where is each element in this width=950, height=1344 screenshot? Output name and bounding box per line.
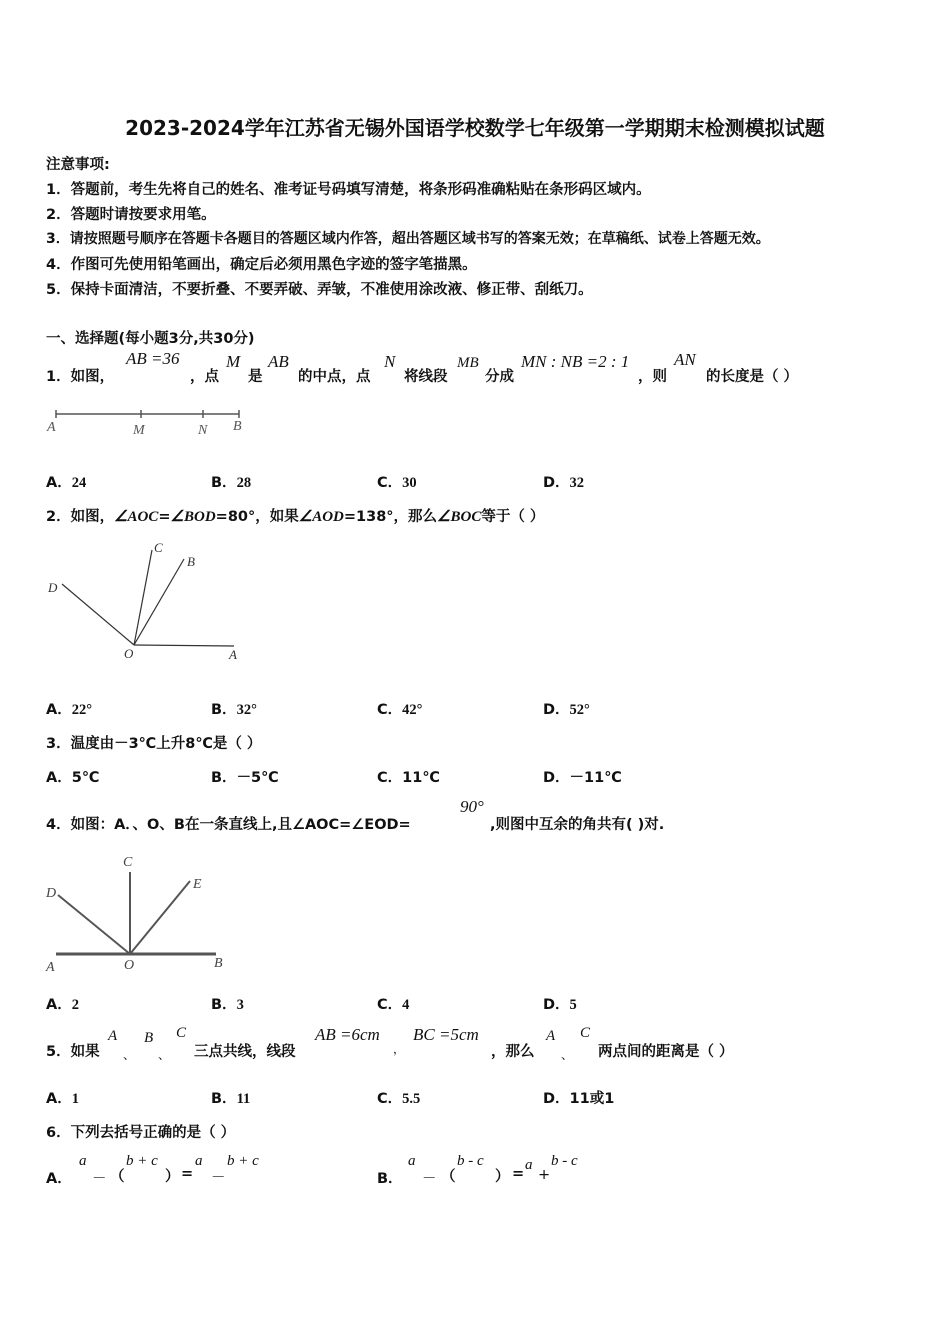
option-b[interactable]: B．32°	[211, 702, 257, 718]
q5-sep: 、	[123, 1048, 136, 1062]
option-a[interactable]: A．1	[46, 1091, 79, 1107]
q1-prefix: 1．如图，	[46, 369, 115, 385]
q4-math: 90°	[460, 797, 484, 816]
q5-text: 两点间的距离是（ ）	[598, 1044, 734, 1060]
notice-item: 5．保持卡面清洁，不要折叠、不要弄破、弄皱，不准使用涂改液、修正带、刮纸刀。	[46, 282, 593, 298]
q1-math: MN : NB =2 : 1	[521, 352, 630, 371]
q5-text: ，那么	[491, 1044, 535, 1060]
section-heading: 一、选择题(每小题3分,共30分)	[46, 331, 255, 347]
q5-sep: ，	[393, 1042, 406, 1056]
q5-math: C	[580, 1025, 591, 1041]
q3-text: 3．温度由－3℃上升8℃是（ ）	[46, 736, 262, 752]
q1-math: N	[384, 352, 396, 371]
option-c[interactable]: C．42°	[377, 702, 423, 718]
point-label: B	[214, 956, 223, 971]
option-a[interactable]: A．2	[46, 997, 79, 1013]
q5-sep: 、	[158, 1048, 171, 1062]
option-d[interactable]: D．32	[543, 475, 585, 491]
q4-angle-figure	[44, 850, 234, 976]
q1-text: ，则	[638, 369, 667, 385]
q1-math: AN	[674, 350, 696, 369]
q4-text: 4．如图：A．、O、B在一条直线上,且∠AOC=∠EOD=	[46, 817, 411, 833]
q2-text: 2．如图，∠AOC=∠BOD=80°，如果∠AOD=138°，那么∠BOC等于（ ）	[46, 509, 545, 525]
option-c[interactable]: C．30	[377, 475, 417, 491]
point-label: E	[193, 877, 202, 892]
q1-text: ，点	[190, 369, 219, 385]
notice-item: 4．作图可先使用铅笔画出，确定后必须用黑色字迹的签字笔描黑。	[46, 257, 477, 273]
point-label: A	[46, 960, 55, 975]
point-label: A	[229, 647, 237, 662]
option-c[interactable]: C．5.5	[377, 1091, 421, 1107]
option-a[interactable]: A．22°	[46, 702, 93, 718]
option-b[interactable]: B．28	[211, 475, 252, 491]
point-label: B	[187, 554, 195, 569]
notice-item: 2．答题时请按要求用笔。	[46, 207, 216, 223]
point-label: N	[198, 423, 208, 438]
notice-heading: 注意事项:	[46, 157, 110, 173]
option-b[interactable]: B．－5℃	[211, 770, 279, 786]
q1-text: 分成	[485, 369, 514, 385]
option-d[interactable]: D．5	[543, 997, 577, 1013]
option-a[interactable]: A．24	[46, 475, 87, 491]
option-c[interactable]: C．11℃	[377, 770, 440, 786]
option-d[interactable]: D．52°	[543, 702, 590, 718]
q1-math: AB	[268, 352, 289, 371]
q5-text: 三点共线，线段	[194, 1044, 296, 1060]
point-label: A	[47, 420, 56, 435]
option-c[interactable]: C．4	[377, 997, 410, 1013]
notice-item: 1．答题前，考生先将自己的姓名、准考证号码填写清楚，将条形码准确粘贴在条形码区域内。	[46, 182, 651, 198]
option-a[interactable]: A．5℃	[46, 770, 100, 786]
point-label: O	[124, 958, 135, 973]
point-label: B	[233, 419, 242, 434]
q1-math: AB =36	[126, 349, 180, 368]
point-label: D	[46, 886, 57, 901]
q5-math: A	[108, 1028, 118, 1044]
q1-text: 的长度是（ ）	[706, 369, 799, 385]
q1-math: M	[226, 352, 241, 371]
q1-segment-figure	[44, 403, 254, 439]
q6-text: 6．下列去括号正确的是（ ）	[46, 1125, 236, 1141]
q4-text: ,则图中互余的角共有( )对.	[490, 817, 665, 833]
point-label: C	[123, 855, 133, 870]
q1-text: 将线段	[404, 369, 448, 385]
q1-math: MB	[457, 355, 479, 371]
point-label: C	[154, 540, 163, 555]
q5-sep: 、	[561, 1048, 574, 1062]
point-label: O	[124, 646, 134, 661]
q5-math: BC =5cm	[413, 1025, 479, 1044]
q5-math: C	[176, 1025, 187, 1041]
q5-math: B	[144, 1030, 154, 1046]
option-b[interactable]: B．3	[211, 997, 244, 1013]
option-d[interactable]: D．－11℃	[543, 770, 622, 786]
option-d[interactable]: D．11或1	[543, 1091, 615, 1107]
notice-item: 3．请按照题号顺序在答题卡各题目的答题区域内作答，超出答题区域书写的答案无效；在草稿纸、试卷上答题无效。	[46, 231, 770, 247]
q5-math: A	[546, 1028, 556, 1044]
q1-text: 是	[248, 369, 263, 385]
q5-text: 5．如果	[46, 1044, 100, 1060]
option-b[interactable]: B．11	[211, 1091, 251, 1107]
q1-text: 的中点，点	[298, 369, 371, 385]
point-label: D	[48, 580, 58, 595]
page-title: 2023-2024学年江苏省无锡外国语学校数学七年级第一学期期末检测模拟试题	[125, 116, 825, 140]
q2-angle-figure	[44, 538, 254, 664]
q5-math: AB =6cm	[315, 1025, 380, 1044]
point-label: M	[133, 423, 145, 438]
